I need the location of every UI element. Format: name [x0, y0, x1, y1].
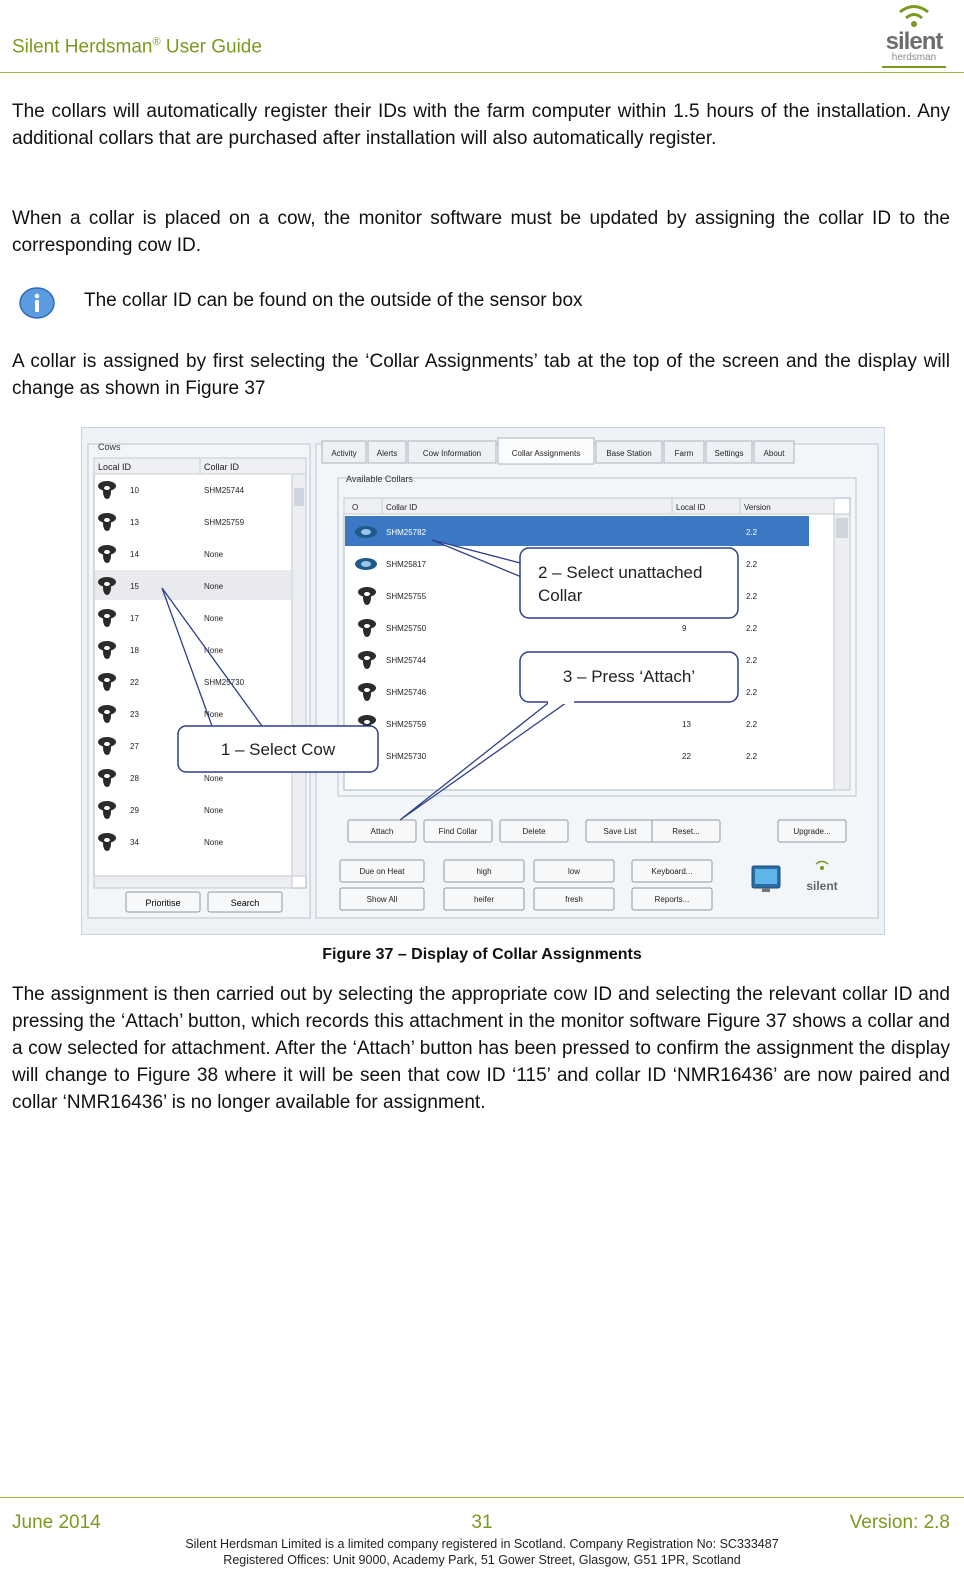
cow-local-id: 27 [130, 742, 139, 751]
tab-collar-assignments[interactable] [498, 438, 594, 464]
button-label: low [567, 867, 581, 876]
button-label: Upgrade... [793, 827, 831, 836]
wifi-signal-icon [878, 0, 950, 28]
collar-row-selected[interactable] [345, 516, 809, 546]
collar-version: 2.2 [746, 624, 758, 633]
cow-row-selected-bg [95, 570, 291, 600]
collar-version: 2.2 [746, 688, 758, 697]
cow-collar-id: None [204, 710, 224, 719]
tab-farm[interactable] [664, 441, 704, 463]
tab-label: About [763, 449, 785, 458]
callout-select-collar-line2: Collar [538, 586, 583, 605]
attach-button[interactable] [348, 820, 416, 842]
collar-icon [355, 526, 377, 538]
heifer-button[interactable] [444, 888, 524, 910]
tab-alerts[interactable] [368, 441, 406, 463]
collar-local-id: 13 [682, 720, 691, 729]
show-all-button[interactable] [340, 888, 424, 910]
tab-base-station[interactable] [596, 441, 662, 463]
tab-settings[interactable] [706, 441, 752, 463]
collars-header-3[interactable]: Version [744, 503, 771, 512]
cow-local-id: 17 [130, 614, 139, 623]
tab-label: Cow Information [422, 449, 482, 458]
collar-version: 2.2 [746, 720, 758, 729]
high-button[interactable] [444, 860, 524, 882]
find-collar-button[interactable] [424, 820, 492, 842]
cow-collar-id: None [204, 806, 224, 815]
cow-local-id: 13 [130, 518, 139, 527]
collar-id: SHM25744 [386, 656, 427, 665]
tab-label: Settings [714, 449, 744, 458]
tab-label: Activity [331, 449, 357, 458]
paragraph-select-tab: A collar is assigned by first selecting the ‘Collar Assignments’ tab at the top of the screen and the display will change as shown in Figure 37 [12, 351, 950, 399]
collar-id: SHM25750 [386, 624, 427, 633]
footer-company-line: Silent Herdsman Limited is a limited company registered in Scotland. Company Registration No: SC333487 [185, 1537, 779, 1551]
cows-header-local-id[interactable]: Local ID [98, 462, 132, 472]
collars-header-2[interactable]: Local ID [676, 503, 706, 512]
collar-local-id: 9 [682, 624, 687, 633]
reports-button[interactable] [632, 888, 712, 910]
available-collars-label: Available Collars [346, 474, 413, 484]
cows-scroll-thumb[interactable] [294, 488, 304, 506]
paragraph-assign-collar: When a collar is placed on a cow, the monitor software must be updated by assigning the collar ID to the corresponding cow ID. [12, 208, 950, 256]
cow-local-id: 18 [130, 646, 139, 655]
cows-list[interactable] [94, 458, 306, 888]
cow-collar-id: None [204, 774, 224, 783]
document-header-title: Silent Herdsman® User Guide [12, 36, 262, 58]
collars-header-1[interactable]: Collar ID [386, 503, 418, 512]
cow-collar-id: None [204, 838, 224, 847]
cow-collar-id: None [204, 550, 224, 559]
callout-select-cow-text: 1 – Select Cow [220, 740, 336, 759]
button-label: high [476, 867, 492, 876]
collar-id: SHM25755 [386, 592, 427, 601]
tab-label: Base Station [606, 449, 652, 458]
collar-icon [355, 558, 377, 570]
cow-local-id: 29 [130, 806, 139, 815]
collar-id: SHM25730 [386, 752, 427, 761]
collar-local-id: 22 [682, 752, 691, 761]
tab-cow-information[interactable] [408, 441, 496, 463]
delete-button[interactable] [500, 820, 568, 842]
callout-press-attach-text: 3 – Press ‘Attach’ [562, 667, 696, 686]
save-list-button[interactable] [586, 820, 654, 842]
monitor-icon[interactable] [752, 866, 780, 892]
cow-collar-id: None [204, 614, 224, 623]
footer-page-number: 31 [471, 1512, 493, 1533]
cows-header-collar-id[interactable]: Collar ID [204, 462, 240, 472]
cow-local-id: 28 [130, 774, 139, 783]
cow-local-id: 15 [130, 582, 139, 591]
button-label: heifer [473, 895, 495, 904]
logo-word: silent [885, 28, 943, 55]
cow-local-id: 10 [130, 486, 139, 495]
paragraph-assignment-explained: The assignment is then carried out by selecting the appropriate cow ID and selecting the relevant collar ID and pressing the ‘Attach’ button, which records this attachment in the monitor software Figure 37 shows a collar and a cow selected for attachment. After the ‘Attach’ button has been pressed to confirm the assignment the display will change to Figure 38 where it will be seen that cow ID ‘115’ and collar ID ‘NMR16436’ are now paired and collar ‘NMR16436’ is no longer available for assignment. [12, 984, 950, 1113]
collar-id: SHM25746 [386, 688, 427, 697]
collar-version: 2.2 [746, 752, 758, 761]
tab-about[interactable] [754, 441, 794, 463]
logo-underline [882, 66, 946, 68]
figure-collar-assignments [81, 427, 885, 935]
due-on-heat-button[interactable] [340, 860, 424, 882]
info-note: The collar ID can be found on the outside of the sensor box [84, 290, 583, 311]
collar-id: SHM25759 [386, 720, 427, 729]
collars-scroll-thumb[interactable] [836, 518, 848, 538]
button-label: Find Collar [438, 827, 478, 836]
tab-label: Farm [674, 449, 694, 458]
button-label: fresh [565, 895, 583, 904]
footer-version: Version: 2.8 [849, 1512, 950, 1533]
cow-collar-id: SHM25759 [204, 518, 245, 527]
logo-subword: herdsman [891, 52, 937, 63]
button-label: Show All [366, 895, 398, 904]
header-divider [0, 72, 964, 73]
cow-collar-id: SHM25730 [204, 678, 245, 687]
search-button-label: Search [230, 898, 260, 908]
cows-scrollbar[interactable] [292, 474, 306, 876]
cow-local-id: 14 [130, 550, 139, 559]
cow-collar-id: SHM25744 [204, 486, 245, 495]
mini-logo-word: silent [806, 879, 838, 893]
footer-divider [0, 1497, 964, 1498]
reset-button[interactable] [652, 820, 720, 842]
upgrade-button[interactable] [778, 820, 846, 842]
cow-collar-id: None [204, 646, 224, 655]
button-label: Due on Heat [359, 867, 405, 876]
cows-group-label: Cows [98, 442, 121, 452]
collar-assignments-screenshot [82, 428, 884, 934]
button-label: Reset... [672, 827, 700, 836]
keyboard-button[interactable] [632, 860, 712, 882]
tab-label: Alerts [376, 449, 398, 458]
prioritise-button-label: Prioritise [145, 898, 181, 908]
low-button[interactable] [534, 860, 614, 882]
fresh-button[interactable] [534, 888, 614, 910]
button-label: Delete [522, 827, 546, 836]
button-label: Attach [370, 827, 394, 836]
collar-id: SHM25782 [386, 528, 427, 537]
collars-scrollbar[interactable] [834, 514, 850, 790]
button-label: Keyboard... [651, 867, 693, 876]
tab-activity[interactable] [322, 441, 366, 463]
collar-version: 2.2 [746, 528, 758, 537]
cow-local-id: 34 [130, 838, 139, 847]
cow-collar-id: None [204, 582, 224, 591]
footer-date: June 2014 [12, 1512, 101, 1533]
footer-address-line: Registered Offices: Unit 9000, Academy Park, 51 Gower Street, Glasgow, G51 1PR, Scotland [223, 1553, 741, 1567]
cow-local-id: 22 [130, 678, 139, 687]
figure-caption: Figure 37 – Display of Collar Assignments [322, 946, 642, 963]
button-label: Reports... [654, 895, 690, 904]
collar-version: 2.2 [746, 592, 758, 601]
collars-header-0[interactable]: O [352, 503, 359, 512]
tab-label: Collar Assignments [511, 449, 581, 458]
collar-version: 2.2 [746, 656, 758, 665]
collar-id: SHM25817 [386, 560, 427, 569]
info-icon [18, 286, 56, 320]
paragraph-auto-register: The collars will automatically register their IDs with the farm computer within 1.5 hours of the installation. Any additional collars that are purchased after installation will also automatically register. [12, 101, 950, 149]
collar-version: 2.2 [746, 560, 758, 569]
cow-local-id: 23 [130, 710, 139, 719]
callout-select-collar-line1: 2 – Select unattached [538, 563, 703, 582]
cows-hscrollbar[interactable] [94, 876, 292, 888]
silent-herdsman-logo [878, 0, 950, 70]
button-label: Save List [603, 827, 637, 836]
